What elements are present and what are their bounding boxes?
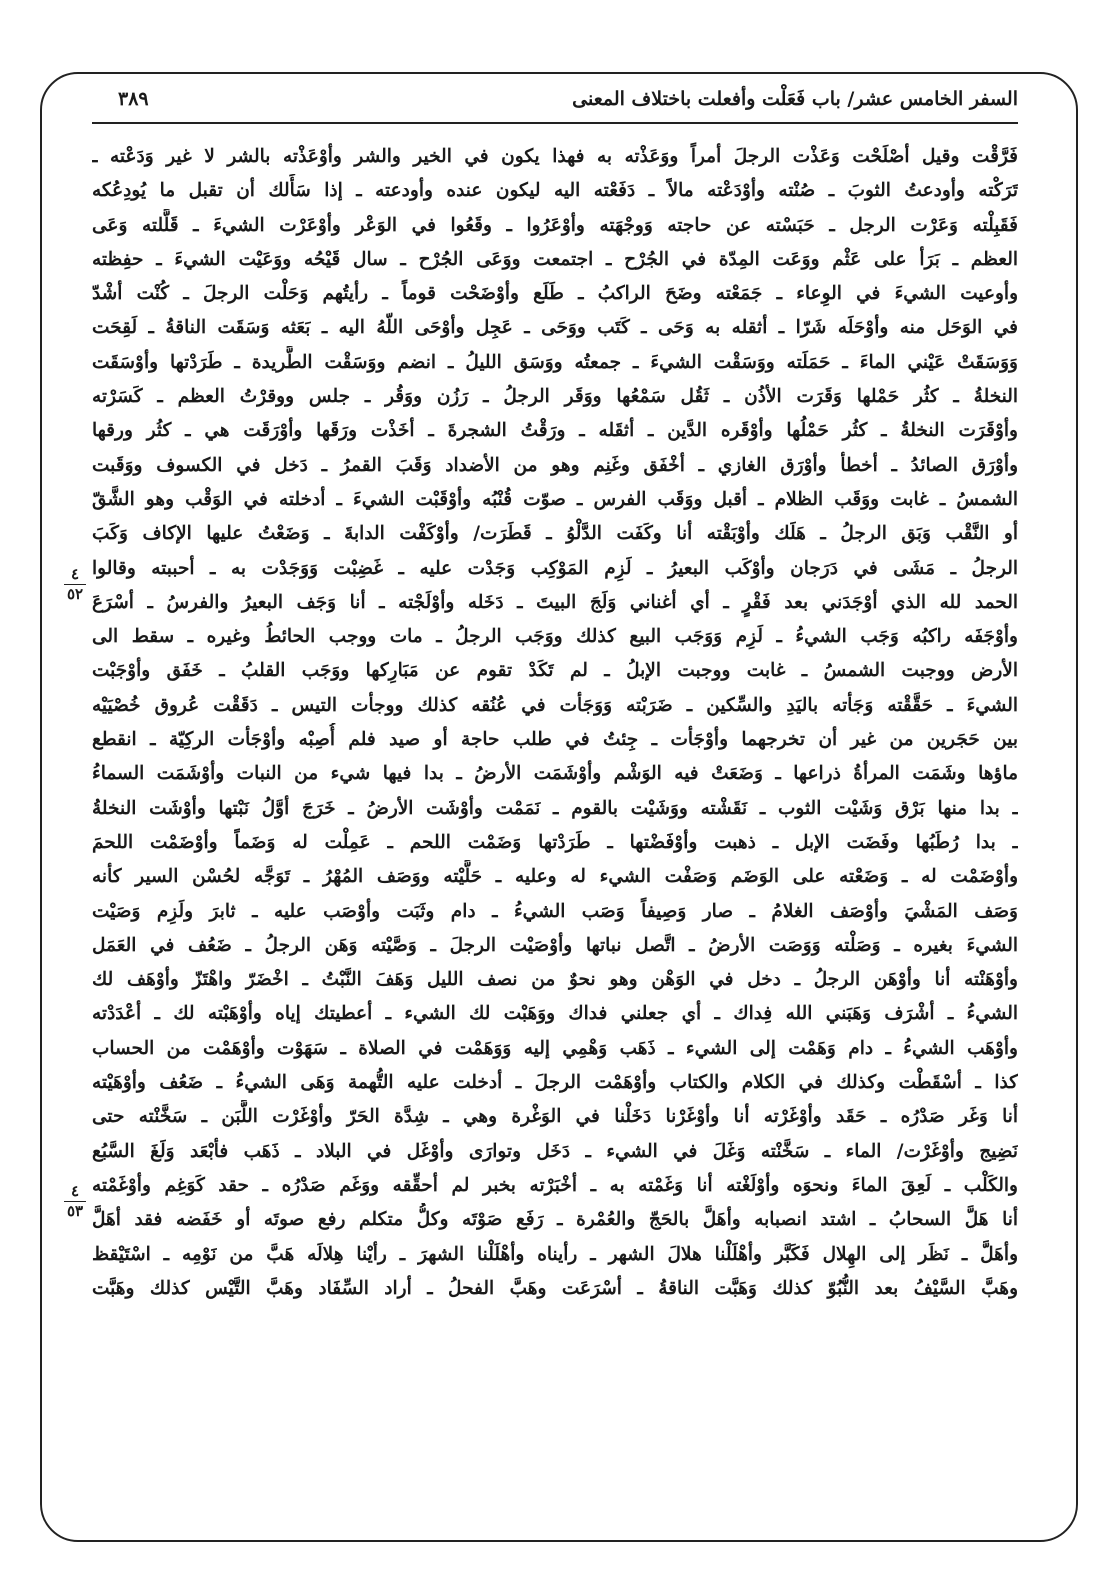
text-line: وهَبَّ السَّيْفُ بعد النُّبُوّ كذلك وَهَبَّت الناقةُ ـ أسْرَعَت وهَبَّ الفحلُ ـ أراد السِّفَاد وهَبَّ التَّيْس كذلك وهَبَّت [92,1277,1018,1299]
text-line: وَصَف المَشْيَ وأوْصَف الغلامُ ـ صار وَصِيفاً وَصَب الشيءُ ـ دام وثَبَت وأوْصَب عليه ـ ثابرَ ولَزِم وَصَيْت [92,900,1018,922]
text-line: وأهَلَّ ـ نَظَر إلى الهِلال فَكَبَّر وأهْلَلْنا هلالَ الشهر ـ رأيناه وأهْلَلْنا الشهرَ ـ رأيْنا هِلالَه هَبَّ من نَوْمِه ـ اسْتَيْقظ [92,1243,1018,1265]
margin-folio-note [60,1184,90,1219]
text-line: وأوْهَنْته أنا وأوْهَن الرجلُ ـ دخل في الوَهْن وهو نحوٌ من نصف الليل وَهَفَ النَّبْتُ ـ اخْضَرّ واهْتَزّ وأوْهَف لك [92,969,1018,991]
text-line: الشمسُ ـ غابت ووَقَب الظلام ـ أقبل ووَقَب الفرس ـ صوّت قُنْبُه وأوْقَبْت الشيءَ ـ أدخلته في الوَقْب وهو الشَّقّ [92,488,1018,510]
text-line [92,1306,1018,1340]
text-line: الرجلُ ـ مَشَى في دَرَجان وأوْكَب البعيرُ ـ لَزِم المَوْكِب وَجَدْت عليه ـ غَضِبْت وَوَجَدْت به ـ أحببته وقالوا [92,557,1018,579]
text-line: الأرض ووجبت الشمسُ ـ غابت ووجبت الإبلُ ـ لم تَكَدْ تقوم عن مَبَارِكها ووَجَب القلبُ ـ خَفَق وأوْجَبْت [92,660,1018,682]
text-line: وأوْقَرَت النخلةُ ـ كثُر حَمْلُها وأوْقَره الدَّين ـ أثقَله ـ ورَقْتُ الشجرةَ ـ أخَذْت ورَقَها وأوْرَقَت هي ـ كثُر ورقها [92,420,1018,442]
text-line: أو النَّقْب وَبَق الرجلُ ـ هَلَك وأوْبَقْته أنا وكَفَت الدَّلْوُ ـ قَطَرَت/ وأوْكَفْت الدابةَ ـ وَضَعْتُ عليها الإكاف وَكَبَ [92,523,1018,545]
margin-note-denominator: ٥٢ [66,585,84,603]
header-title: السفر الخامس عشر/ باب فَعَلْت وأفعلت باختلاف المعنى [572,88,1018,110]
text-line: الشيءُ ـ أشْرَف وَهَبَني الله فِداك ـ أي جعلني فداك ووَهَبْت لك الشيء ـ أعطيتك إياه وأوْهَبْته لك ـ أعْدَدْته [92,1003,1018,1025]
text-line: بين حَجَرين من غير أن تخرجهما وأوْجَأت ـ جِئتُ في طلب حاجة أو صيد فلم أُصِبْه وأوْجَأت الركِيّة ـ انقطع [92,729,1018,751]
text-line: ـ بدا منها بَرْق وَشَيْت الثوب ـ نَقَشْته ووَشَيْت بالقوم ـ نَمَمْت وأوْشَت الأرضُ ـ خَرَجَ أوَّلُ نَبْتها وأوْشَت النخلةُ [92,797,1018,819]
text-line: وأوْهَب الشيءُ ـ دام وَهَمْت إلى الشيء ـ ذَهَب وَهْمِي إليه وَوَهَمْت في الصلاة ـ سَهَوْت وأوْهَمْت من الحساب [92,1037,1018,1059]
text-line: الحمد لله الذي أوْجَدَني بعد فَقْرٍ ـ أي أغناني وَلَجَ البيتَ ـ دَخَله وأوْلَجْته ـ أنا وَجَف البعيرُ والفرسُ ـ أسْرَعَ [92,591,1018,613]
header-rule [92,122,1018,124]
text-line: نَضِيج وأوْغَرْت/ الماء ـ سَخَّنْته وَغَلَ في الشيء ـ دَخَل وتوارَى وأوْغَل في البلاد ـ ذَهَب فأبْعَد وَلَغَ السَّبُع [92,1140,1018,1162]
running-header [92,82,1018,120]
body-text [92,140,1018,1512]
text-line: والكَلْب ـ لَعِقَ الماءَ ونحوَه وأوْلَغْته أنا وَغَمْته به ـ أخْبَرْته بخبر لم أحقِّقه ووَغَم صَدْرُه ـ حقد كَوَغِم وأوْغَمْته [92,1174,1018,1196]
text-line: الشيءَ بغيره ـ وَصَلْته وَوَصَت الأرضُ ـ اتَّصل نباتها وأوْصَيْت الرجلَ ـ وَصَّيْته وَهَن الرجلُ ـ ضَعُف في العَمَل [92,934,1018,956]
text-line: وأوْجَفَه راكبُه وَجَب الشيءُ ـ لَزِم وَوَجَب البيع كذلك ووَجَب الرجلُ ـ مات ووجب الحائطُ وغيره ـ سقط الى [92,626,1018,648]
text-line: الشيءَ ـ حَقَّقْته وَجَأته باليَدِ والسِّكين ـ ضَرَبْته وَوَجَأت في عُنُقه كذلك ووجأت التيس ـ دَقَقْت عُروق خُصْيَيْه [92,694,1018,716]
text-line: وأوْضَمْت له ـ وَضَعْته على الوَضَم وَصَفْت الشيء له وعليه ـ حَلَّيْته ووَصَف المُهْرُ ـ تَوَجَّه لحُسْن السير كأنه [92,866,1018,888]
text-line: وَوَسَقَتْ عَيْني الماءَ ـ حَمَلَته ووَسَقْت الشيءَ ـ جمعتُه ووَسَق الليلُ ـ انضم ووَسَقْت الطَّريدة ـ طَرَدْتها وأوْسَقَت [92,351,1018,373]
text-line: العظم ـ بَرَأ على عَثْم ووَعَت المِدّة في الجُرْح ـ اجتمعت ووَعَى الجُرْح ـ سال قَيْحُه ووَعَيْت الشيءَ ـ حفِظته [92,248,1018,270]
text-line: النخلةُ ـ كثُر حَمْلها وَقَرَت الأذُن ـ ثَقُل سَمْعُها ووَقَر الرجلُ ـ رَزُن ووَقُر ـ جلس ووقرْتُ العظم ـ كَسَرْته [92,386,1018,408]
margin-note-numerator: ٤ [70,565,80,583]
page-number: ٣٨٩ [118,88,149,110]
text-line: ماؤها وشَمَت المرأةُ ذراعها ـ وَضَعَتْ فيه الوَشْم وأوْشَمَت الأرضُ ـ بدا فيها شيء من النبات وأوْشَمَت السماءُ [92,763,1018,785]
margin-note-denominator: ٥٣ [66,1202,84,1220]
margin-note-numerator: ٤ [70,1182,80,1200]
margin-folio-note [60,567,90,602]
text-line: فَرَّقْت وقيل أصْلَحْت وَعَذْت الرجلَ أمراً ووَعَذْته به فهذا يكون في الخير والشر وأوْعَذْته بالشر لا غير وَدَعْته ـ [92,146,1018,167]
text-line: في الوَحَل منه وأوْحَلَه شَرّا ـ أثقله به وَحَى ـ كَتَب ووَحَى ـ عَجِل وأوْحَى اللّهُ اليه ـ بَعَثه وَسَقَت الناقةُ ـ لَقِحَت [92,317,1018,339]
text-line: فَقَبِلْته وَعَرْت الرجل ـ حَبَسْته عن حاجته وَوجْهَته وأوْعَرُوا ـ وقَعُوا في الوَعْر وأوْعَرْت الشيءَ ـ قَلَّلته وَعَى [92,214,1018,236]
text-line: أنا هَلَّ السحابُ ـ اشتد انصبابه وأهَلَّ بالحَجّ والعُمْرة ـ رَفَع صَوْتَه وكلُّ متكلم رفع صوتَه أو خَفَضه فقد أهَلَّ [92,1209,1018,1231]
text-line: وأوْرَق الصائدُ ـ أخطأ وأوْرَق الغازي ـ أخْفَق وغَنِم وهو من الأضداد وَقَبَ القمرُ ـ دَخل في الكسوف ووَقَبت [92,454,1018,476]
text-line: أنا وَغَر صَدْرُه ـ حَقَد وأوْغَرْته أنا وأوْغَرْنا دَخَلْنا في الوَغْرة وهي ـ شِدَّة الحَرّ وأوْغَرْت اللَّبَن ـ سَخَّنْته حتى [92,1106,1018,1128]
text-line: كذا ـ أسْقَطْت وكذلك في الكلام والكتاب وأوْهَمْت الرجلَ ـ أدخلت عليه التُّهمة وَهَى الشيءُ ـ ضَعُف وأوْهَيْته [92,1072,1018,1094]
text-line: تَرَكْته وأودعتُ الثوبَ ـ صُنْته وأوْدَعْته مالاً ـ دَفَعْته اليه ليكون عنده وأودعته ـ إذا سَأَلك أن تقبل ما يُودِعُكه [92,180,1018,202]
text-line: ـ بدا رُطَبُها وفَضَت الإبل ـ ذهبت وأوْفَضْتها ـ طَرَدْتها وَضَمْت اللحم ـ عَمِلْت له وَضَماً وأوْضَمْت اللحمَ [92,831,1018,853]
text-line: وأوعيت الشيءَ في الوِعاء ـ جَمَعْته وضَحَ الراكبُ ـ طَلَع وأوْضَحْت قوماً ـ رأيتُهم وَحَلْت الرجلَ ـ كُنْت أشْدّ [92,283,1018,305]
